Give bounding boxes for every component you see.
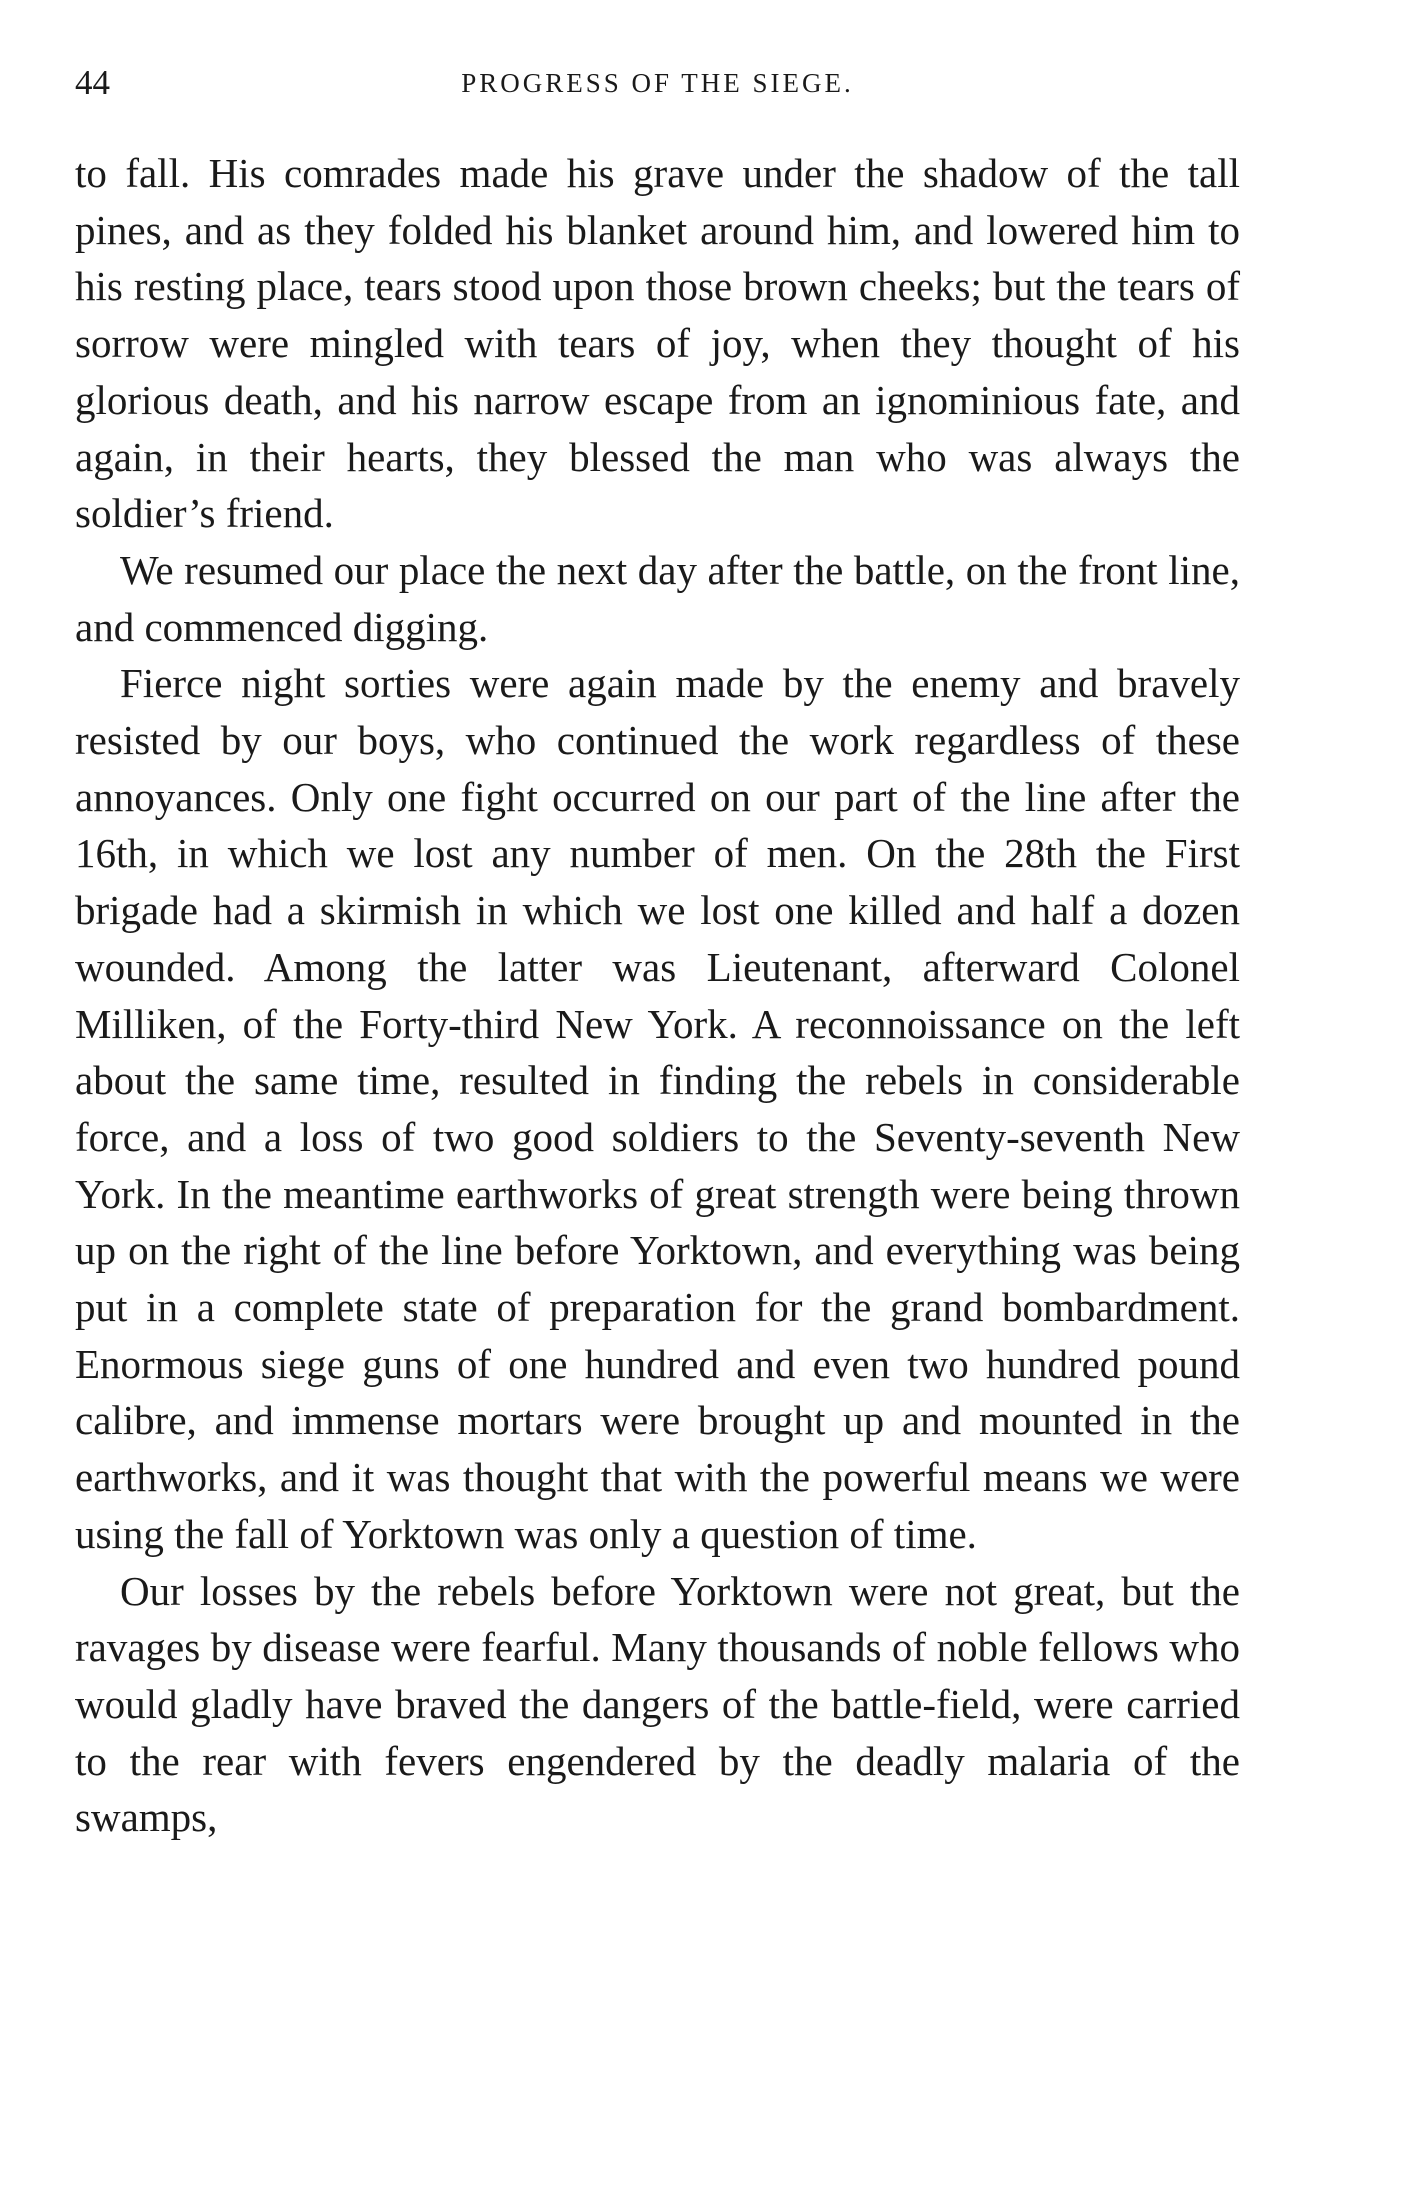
page-number: 44 [75,63,110,102]
running-head [75,58,1240,108]
paragraph: We resumed our place the next day after the battle, on the front line, and commenced digging. [75,546,1240,650]
paragraph-continuation: to fall. His comrades made his grave under the shadow of the tall pines, and as they folded his blanket around him, and lowered him to his resting place, tears stood upon those brown cheeks; but the tears of sorrow were mingled with tears of joy, when they thought of his glorious death, and his narrow escape from an ignominious fate, and again, in their hearts, they blessed the man who was always the soldier’s friend. [75,150,1240,537]
paragraph: Fierce night sorties were again made by the enemy and bravely resisted by our boys, who continued the work regardless of these annoyances. Only one fight occurred on our part of the line after the 16th, in which we lost any number of men. On the 28th the First brigade had a skirmish in which we lost one killed and half a dozen wounded. Among the latter was Lieutenant, afterward Colonel Milliken, of the Forty-third New York. A reconnoissance on the left about the same time, resulted in finding the rebels in considerable force, and a loss of two good soldiers to the Seventy-seventh New York. In the meantime earthworks of great strength were being thrown up on the right of the line before Yorktown, and everything was being put in a complete state of preparation for the grand bombardment. Enormous siege guns of one hundred and even two hundred pound calibre, and immense mortars were brought up and mounted in the earthworks, and it was thought that with the powerful means we were using the fall of Yorktown was only a question of time. [75,660,1240,1557]
running-title: PROGRESS OF THE SIEGE. [461,68,854,98]
paragraph: Our losses by the rebels before Yorktown were not great, but the ravages by disease were fearful. Many thousands of noble fellows who would gladly have braved the dangers of the battle-field, were carried to the rear with fevers engendered by the deadly malaria of the swamps, [75,1567,1240,1841]
body-text [75,145,1240,1846]
